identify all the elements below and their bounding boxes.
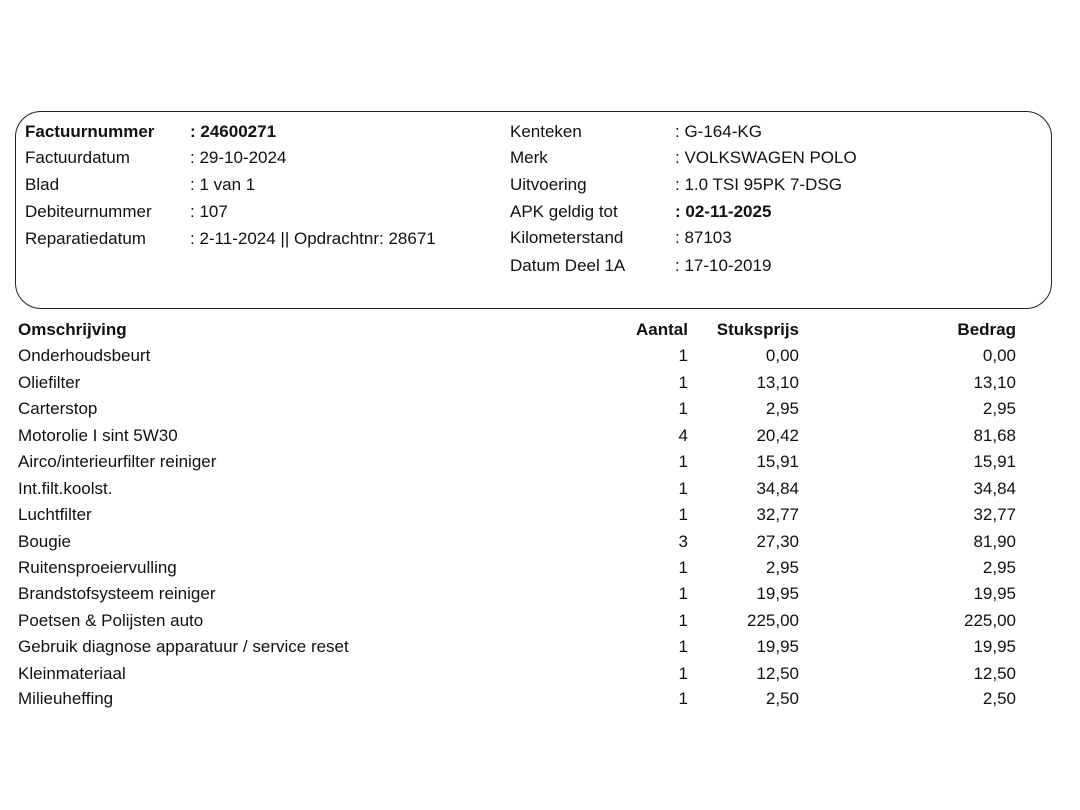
license-plate-value: : G-164-KG [675, 122, 762, 141]
row-amount: 225,00 [964, 611, 1016, 630]
row-description: Ruitensproeiervulling [18, 558, 177, 577]
row-amount: 13,10 [973, 373, 1016, 392]
row-amount: 2,50 [982, 689, 1016, 708]
debtor-number-label: Debiteurnummer [25, 202, 152, 221]
row-amount: 0,00 [982, 346, 1016, 365]
row-description: Oliefilter [18, 373, 81, 392]
table-row [0, 686, 1080, 712]
row-unit-price: 15,91 [756, 452, 799, 471]
row-unit-price: 225,00 [747, 611, 799, 630]
row-quantity: 1 [678, 664, 688, 683]
row-description: Gebruik diagnose apparatuur / service reset [18, 637, 349, 656]
repair-date-value: : 2-11-2024 || Opdrachtnr: 28671 [190, 229, 436, 248]
repair-date-label: Reparatiedatum [25, 229, 146, 248]
invoice-number-value: : 24600271 [190, 122, 277, 141]
table-row [0, 502, 1080, 528]
row-amount: 19,95 [973, 637, 1016, 656]
table-row [0, 370, 1080, 396]
page-label: Blad [25, 175, 60, 194]
row-description: Motorolie I sint 5W30 [18, 426, 178, 445]
row-description: Int.filt.koolst. [18, 479, 113, 498]
row-description: Carterstop [18, 399, 98, 418]
apk-valid-value: : 02-11-2025 [675, 202, 772, 221]
row-quantity: 1 [678, 346, 688, 365]
row-quantity: 1 [678, 611, 688, 630]
row-description: Luchtfilter [18, 505, 92, 524]
invoice-date-label: Factuurdatum [25, 148, 130, 167]
variant-label: Uitvoering [510, 175, 587, 194]
row-quantity: 1 [678, 479, 688, 498]
table-row [0, 396, 1080, 422]
registration-date-label: Datum Deel 1A [510, 256, 626, 275]
row-description: Airco/interieurfilter reiniger [18, 452, 217, 471]
variant-value: : 1.0 TSI 95PK 7-DSG [675, 175, 842, 194]
row-unit-price: 32,77 [756, 505, 799, 524]
row-unit-price: 2,95 [765, 558, 799, 577]
table-row [0, 449, 1080, 475]
registration-date-value: : 17-10-2019 [675, 256, 772, 275]
row-amount: 12,50 [973, 664, 1016, 683]
table-row [0, 661, 1080, 687]
row-amount: 34,84 [973, 479, 1016, 498]
table-row [0, 529, 1080, 555]
row-unit-price: 34,84 [756, 479, 799, 498]
odometer-label: Kilometerstand [510, 228, 624, 247]
table-header [0, 317, 1080, 343]
row-description: Brandstofsysteem reiniger [18, 584, 216, 603]
row-amount: 2,95 [982, 558, 1016, 577]
column-header-description: Omschrijving [18, 320, 127, 339]
row-quantity: 1 [678, 558, 688, 577]
page-value: : 1 van 1 [190, 175, 256, 194]
row-quantity: 1 [678, 505, 688, 524]
row-quantity: 4 [678, 426, 688, 445]
table-row [0, 555, 1080, 581]
row-unit-price: 0,00 [765, 346, 799, 365]
row-quantity: 1 [678, 373, 688, 392]
row-unit-price: 19,95 [756, 584, 799, 603]
table-row [0, 581, 1080, 607]
row-description: Milieuheffing [18, 689, 114, 708]
brand-label: Merk [510, 148, 548, 167]
odometer-value: : 87103 [675, 228, 732, 247]
row-description: Poetsen & Polijsten auto [18, 611, 204, 630]
row-quantity: 1 [678, 689, 688, 708]
row-description: Onderhoudsbeurt [18, 346, 151, 365]
debtor-number-value: : 107 [190, 202, 228, 221]
row-quantity: 3 [678, 532, 688, 551]
row-amount: 81,68 [973, 426, 1016, 445]
row-unit-price: 27,30 [756, 532, 799, 551]
column-header-quantity: Aantal [636, 320, 688, 339]
row-unit-price: 12,50 [756, 664, 799, 683]
table-row [0, 608, 1080, 634]
row-amount: 32,77 [973, 505, 1016, 524]
row-description: Bougie [18, 532, 71, 551]
row-unit-price: 19,95 [756, 637, 799, 656]
row-amount: 81,90 [973, 532, 1016, 551]
row-quantity: 1 [678, 452, 688, 471]
row-quantity: 1 [678, 584, 688, 603]
row-description: Kleinmateriaal [18, 664, 126, 683]
table-row [0, 634, 1080, 660]
table-row [0, 476, 1080, 502]
apk-valid-label: APK geldig tot [510, 202, 618, 221]
invoice-date-value: : 29-10-2024 [190, 148, 287, 167]
row-unit-price: 2,50 [765, 689, 799, 708]
row-quantity: 1 [678, 399, 688, 418]
row-quantity: 1 [678, 637, 688, 656]
license-plate-label: Kenteken [510, 122, 582, 141]
row-amount: 15,91 [973, 452, 1016, 471]
column-header-amount: Bedrag [957, 320, 1016, 339]
row-amount: 2,95 [982, 399, 1016, 418]
table-row [0, 423, 1080, 449]
row-unit-price: 20,42 [756, 426, 799, 445]
column-header-unit-price: Stuksprijs [716, 320, 799, 339]
row-unit-price: 2,95 [765, 399, 799, 418]
brand-value: : VOLKSWAGEN POLO [675, 148, 857, 167]
invoice-number-label: Factuurnummer [25, 122, 155, 141]
row-unit-price: 13,10 [756, 373, 799, 392]
table-row [0, 343, 1080, 369]
row-amount: 19,95 [973, 584, 1016, 603]
